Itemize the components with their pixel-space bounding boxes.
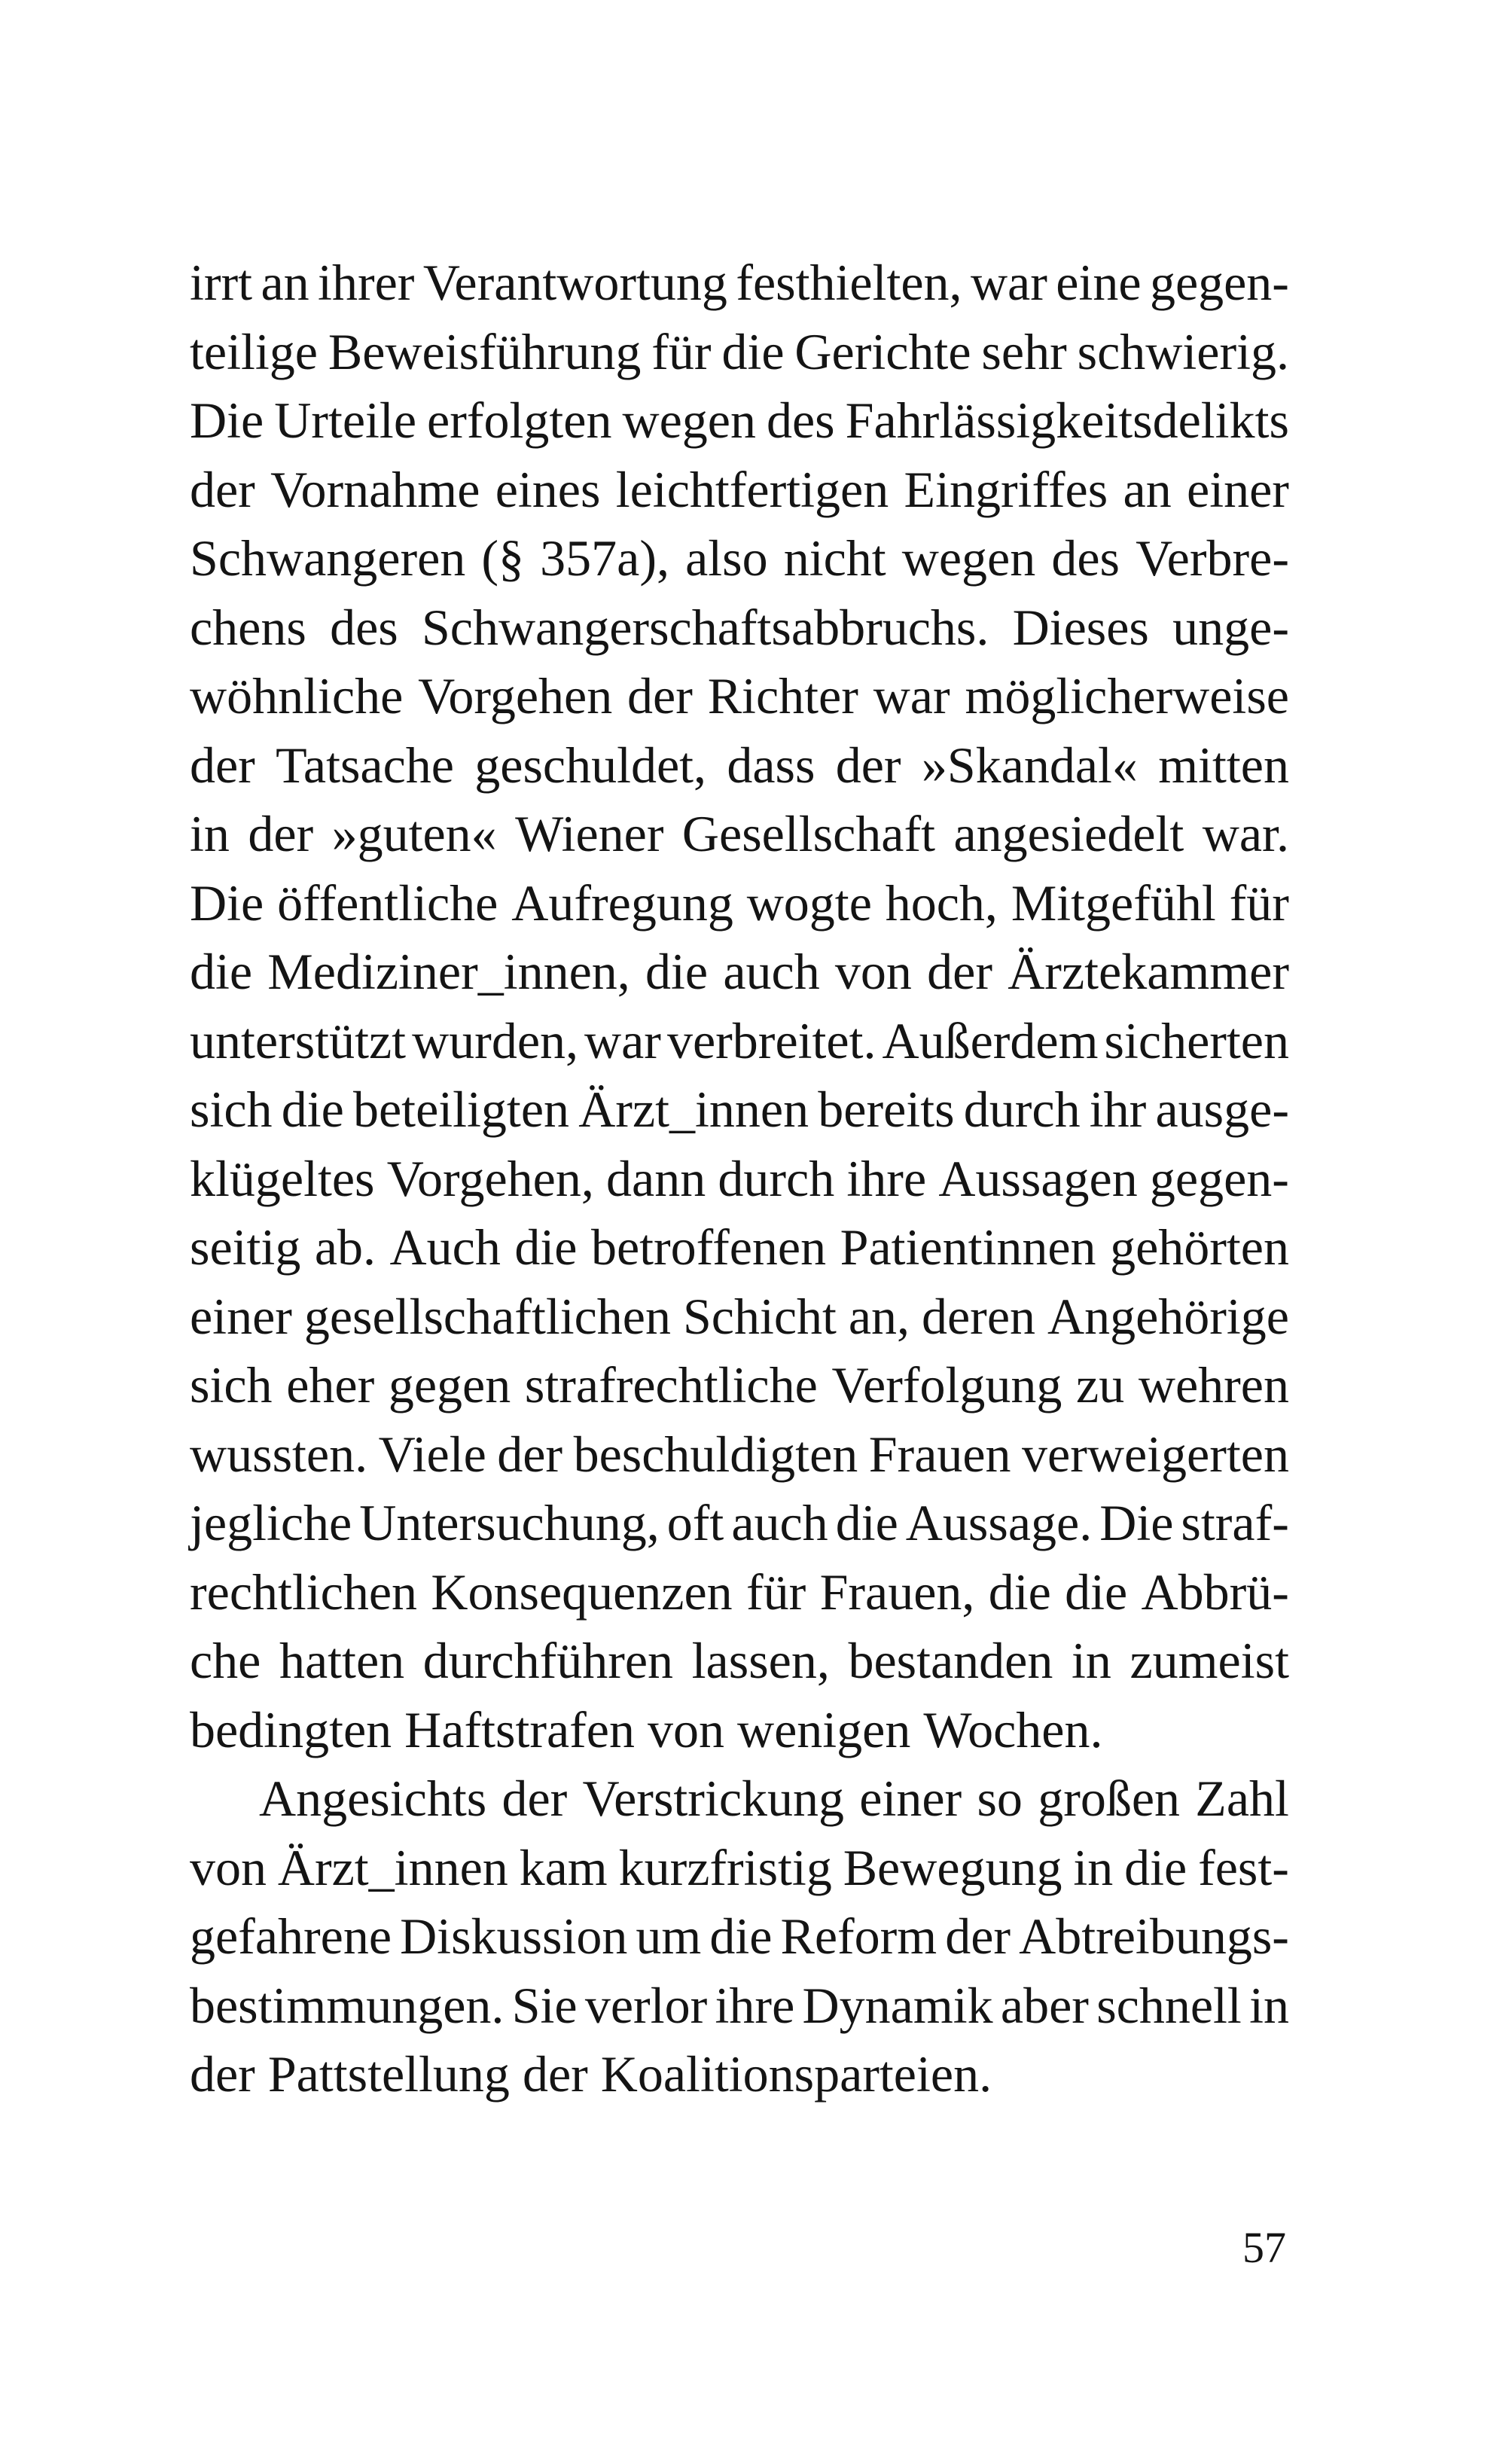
word: angesiedelt	[953, 805, 1184, 862]
page-number: 57	[1242, 2223, 1286, 2272]
text-line	[190, 456, 1289, 525]
word: der	[927, 943, 992, 1000]
word: zumeist	[1130, 1632, 1289, 1689]
word: Verantwortung	[422, 254, 727, 311]
word: war	[970, 254, 1047, 311]
word: eines	[495, 460, 601, 518]
word: von	[834, 943, 912, 1000]
word: bedingten	[190, 1700, 392, 1758]
word: des	[330, 598, 398, 656]
word: aber	[1000, 1976, 1089, 2034]
word: Die	[190, 392, 264, 449]
word: Richter	[707, 667, 858, 724]
word: chens	[190, 598, 306, 656]
word: also	[685, 529, 768, 587]
word: festhielten,	[736, 254, 962, 311]
word: Haftstrafen	[404, 1700, 635, 1758]
word: Dynamik	[802, 1976, 993, 2034]
word: des	[766, 392, 835, 449]
word: Auch	[389, 1218, 501, 1276]
word: Patientinnen	[840, 1218, 1096, 1276]
text-line	[190, 1145, 1289, 1214]
word: kam	[519, 1838, 608, 1896]
word: sich	[190, 1356, 273, 1413]
word: wenigen	[737, 1700, 911, 1758]
word: in	[1071, 1632, 1111, 1689]
word: teilige	[190, 322, 318, 380]
word: für	[651, 322, 712, 380]
word: wogte	[746, 874, 872, 932]
word: lassen,	[691, 1632, 830, 1689]
word: der	[190, 736, 255, 794]
word: Verfolgung	[831, 1356, 1062, 1413]
word: einer	[859, 1770, 962, 1827]
text-line	[190, 1764, 1289, 1834]
word: ab.	[314, 1218, 376, 1276]
word: strafrechtliche	[524, 1356, 818, 1413]
text-line	[190, 386, 1289, 456]
word: geschuldet,	[474, 736, 707, 794]
text-line	[190, 1627, 1289, 1696]
word: sehr	[981, 322, 1067, 380]
word: die	[645, 943, 709, 1000]
word: wegen	[901, 529, 1036, 587]
word: die	[835, 1494, 898, 1551]
word: leichtfertigen	[615, 460, 889, 518]
word: der	[190, 460, 255, 518]
word: Tatsache	[276, 736, 454, 794]
word: Urteile	[274, 392, 416, 449]
word: rechtlichen	[190, 1563, 418, 1621]
word: Mitgefühl	[1011, 874, 1216, 932]
text-line	[190, 1834, 1289, 1903]
word: Ärztekammer	[1008, 943, 1289, 1000]
word: der	[627, 667, 693, 724]
word: verbreitet.	[666, 1011, 876, 1069]
word: auch	[723, 943, 820, 1000]
word: unterstützt	[190, 1011, 407, 1069]
word: seitig	[190, 1218, 301, 1276]
word: des	[1051, 529, 1120, 587]
word: der	[501, 1770, 568, 1827]
text-line	[190, 1972, 1289, 2041]
word: in	[190, 805, 230, 862]
text-line	[190, 938, 1289, 1007]
word: bestanden	[848, 1632, 1053, 1689]
word: bereits	[818, 1081, 955, 1138]
word: in	[1249, 1976, 1289, 2034]
word: ausge-	[1155, 1081, 1289, 1138]
word: Außerdem	[882, 1011, 1099, 1069]
word: Wiener	[515, 805, 664, 862]
word: die	[1124, 1838, 1187, 1896]
word: Dieses	[1012, 598, 1149, 656]
word: an	[261, 254, 309, 311]
word: Angehörige	[1047, 1287, 1289, 1345]
paragraph	[190, 1764, 1289, 2109]
word: che	[190, 1632, 261, 1689]
word: Vorgehen,	[386, 1149, 594, 1207]
word: Aussage.	[905, 1494, 1093, 1551]
word: Ärzt_innen	[277, 1838, 508, 1896]
word: Pattstellung	[267, 2045, 510, 2103]
word: eine	[1056, 254, 1142, 311]
word: Vorgehen	[418, 667, 613, 724]
word: der	[248, 805, 314, 862]
word: Gerichte	[794, 322, 971, 380]
word: »guten«	[331, 805, 497, 862]
word: öffentliche	[277, 874, 498, 932]
word: dass	[727, 736, 815, 794]
text-line	[190, 869, 1289, 938]
word: »Skandal«	[921, 736, 1138, 794]
word: möglicherweise	[965, 667, 1289, 724]
word: sicherten	[1104, 1011, 1289, 1069]
word: straf-	[1181, 1494, 1289, 1551]
word: wurden,	[412, 1011, 578, 1069]
word: Konsequenzen	[431, 1563, 733, 1621]
word: ihrer	[318, 254, 415, 311]
word: die	[281, 1081, 344, 1138]
word: beteiligten	[353, 1081, 570, 1138]
word: in	[1073, 1838, 1114, 1896]
word: Abtreibungs-	[1019, 1907, 1289, 1965]
word: Schicht	[682, 1287, 837, 1345]
text-line	[190, 1696, 1289, 1765]
text-line	[190, 1007, 1289, 1076]
word: Die	[190, 874, 264, 932]
word: Angesichts	[259, 1770, 487, 1827]
word: der	[497, 1425, 563, 1483]
word: 357a),	[540, 529, 669, 587]
word: Wochen.	[923, 1700, 1103, 1758]
word: hatten	[279, 1632, 405, 1689]
word: bestimmungen.	[190, 1976, 505, 2034]
word: verweigerten	[1022, 1425, 1289, 1483]
word: Vornahme	[270, 460, 480, 518]
word: eher	[286, 1356, 375, 1413]
word: fest-	[1198, 1838, 1289, 1896]
word: Viele	[378, 1425, 486, 1483]
word: die	[721, 322, 785, 380]
word: Sie	[511, 1976, 578, 2034]
text-line	[190, 1075, 1289, 1145]
word: an,	[848, 1287, 910, 1345]
word: jegliche	[190, 1494, 352, 1551]
word: die	[988, 1563, 1051, 1621]
word: so	[977, 1770, 1023, 1827]
text-line	[190, 524, 1289, 593]
word: Abbrü-	[1141, 1563, 1289, 1621]
word: die	[709, 1907, 773, 1965]
word: war	[584, 1011, 661, 1069]
word: für	[745, 1563, 806, 1621]
word: (§	[481, 529, 525, 587]
word: Ärzt_innen	[578, 1081, 809, 1138]
body-text	[190, 249, 1289, 2109]
word: sich	[190, 1081, 273, 1138]
word: oft	[666, 1494, 724, 1551]
word: für	[1229, 874, 1289, 932]
word: von	[190, 1838, 267, 1896]
word: wehren	[1138, 1356, 1289, 1413]
word: gesellschaftlichen	[303, 1287, 671, 1345]
text-line	[190, 800, 1289, 869]
word: deren	[922, 1287, 1036, 1345]
word: um	[636, 1907, 702, 1965]
text-line	[190, 1351, 1289, 1420]
word: der	[945, 1907, 1011, 1965]
word: Reform	[780, 1907, 937, 1965]
word: wegen	[622, 392, 756, 449]
word: die	[190, 943, 253, 1000]
word: einer	[190, 1287, 292, 1345]
word: durch	[963, 1081, 1081, 1138]
word: großen	[1038, 1770, 1181, 1827]
word: verlor	[584, 1976, 708, 2034]
word: der	[835, 736, 901, 794]
word: der	[522, 2045, 588, 2103]
word: Verstrickung	[582, 1770, 845, 1827]
word: betroffenen	[590, 1218, 827, 1276]
text-line	[190, 662, 1289, 731]
word: Koalitionsparteien.	[600, 2045, 992, 2103]
word: durchführen	[422, 1632, 674, 1689]
word: gegen-	[1149, 1149, 1289, 1207]
word: hoch,	[885, 874, 998, 932]
word: erfolgten	[427, 392, 612, 449]
word: gegen	[388, 1356, 511, 1413]
word: Untersuchung,	[359, 1494, 660, 1551]
word: gefahrene	[190, 1907, 392, 1965]
word: ihr	[1089, 1081, 1147, 1138]
word: gehörten	[1110, 1218, 1289, 1276]
word: Diskussion	[400, 1907, 628, 1965]
word: Gesellschaft	[681, 805, 936, 862]
text-line	[190, 593, 1289, 663]
word: wussten.	[190, 1425, 368, 1483]
word: Aufregung	[511, 874, 733, 932]
text-line	[190, 1420, 1289, 1490]
word: Die	[1099, 1494, 1174, 1551]
word: beschuldigten	[573, 1425, 858, 1483]
word: nicht	[783, 529, 886, 587]
word: kurzfristig	[618, 1838, 832, 1896]
word: Eingriffes	[904, 460, 1108, 518]
word: zu	[1076, 1356, 1125, 1413]
word: Bewegung	[843, 1838, 1062, 1896]
word: ihre	[846, 1149, 927, 1207]
word: durch	[718, 1149, 835, 1207]
word: die	[514, 1218, 578, 1276]
text-line	[190, 1213, 1289, 1282]
text-line	[190, 249, 1289, 318]
word: einer	[1187, 460, 1289, 518]
text-line	[190, 731, 1289, 800]
word: Aussagen	[938, 1149, 1138, 1207]
text-line	[190, 2040, 1289, 2109]
word: Schwangerschaftsabbruchs.	[421, 598, 989, 656]
text-line	[190, 318, 1289, 387]
word: Beweisführung	[328, 322, 642, 380]
word: von	[648, 1700, 724, 1758]
text-line	[190, 1282, 1289, 1352]
word: Frauen	[868, 1425, 1011, 1483]
word: Frauen,	[819, 1563, 975, 1621]
word: wöhnliche	[190, 667, 404, 724]
word: gegen-	[1149, 254, 1289, 311]
word: Zahl	[1195, 1770, 1289, 1827]
word: war	[873, 667, 950, 724]
word: Mediziner_innen,	[267, 943, 630, 1000]
word: Schwangeren	[190, 529, 466, 587]
word: schnell	[1096, 1976, 1242, 2034]
word: schwierig.	[1077, 322, 1289, 380]
text-line	[190, 1489, 1289, 1558]
word: dann	[606, 1149, 706, 1207]
word: ihre	[715, 1976, 795, 2034]
word: Verbre-	[1136, 529, 1289, 587]
word: mitten	[1158, 736, 1289, 794]
word: war.	[1202, 805, 1289, 862]
word: der	[190, 2045, 255, 2103]
word: die	[1065, 1563, 1128, 1621]
word: auch	[731, 1494, 828, 1551]
text-line	[190, 1902, 1289, 1972]
word: irrt	[190, 254, 253, 311]
word: klügeltes	[190, 1149, 375, 1207]
word: unge-	[1172, 598, 1289, 656]
word: Fahrlässigkeitsdelikts	[845, 392, 1289, 449]
word: an	[1123, 460, 1172, 518]
text-line	[190, 1558, 1289, 1627]
paragraph	[190, 249, 1289, 1764]
